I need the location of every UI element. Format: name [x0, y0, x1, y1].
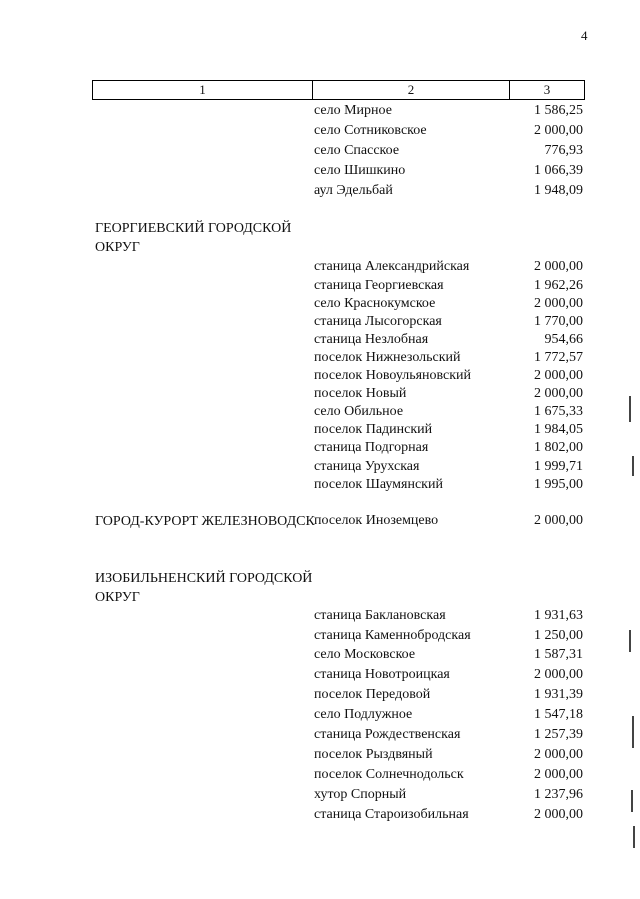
- settlement-value: 1 066,39: [534, 163, 583, 178]
- settlement-value: 1 675,33: [534, 404, 583, 419]
- header-col-3: 3: [543, 82, 551, 97]
- settlement-value: 2 000,00: [534, 259, 583, 274]
- settlement-value: 1 770,00: [534, 314, 583, 329]
- settlement-name: станица Каменнобродская: [314, 628, 471, 643]
- settlement-name: станица Староизобильная: [314, 807, 469, 822]
- header-col-2: 2: [313, 81, 510, 99]
- settlement-value: 1 931,39: [534, 687, 583, 702]
- district-name: ГОРОД-КУРОРТ ЖЕЛЕЗНОВОДСК: [95, 514, 315, 529]
- scan-mark: [629, 630, 631, 652]
- settlement-value: 2 000,00: [534, 767, 583, 782]
- settlement-value: 1 257,39: [534, 727, 583, 742]
- settlement-name: станица Георгиевская: [314, 278, 444, 293]
- settlement-value: 1 995,00: [534, 477, 583, 492]
- settlement-name: поселок Нижнезольский: [314, 350, 461, 365]
- settlement-value: 1 250,00: [534, 628, 583, 643]
- settlement-name: село Спасское: [314, 143, 400, 158]
- settlement-value: 1 237,96: [534, 787, 583, 802]
- settlement-name: поселок Солнечнодольск: [314, 767, 464, 782]
- settlement-name: поселок Рыздвяный: [314, 747, 433, 762]
- settlement-value: 1 772,57: [534, 350, 583, 365]
- scan-mark: [629, 396, 631, 422]
- settlement-name: поселок Шаумянский: [314, 477, 443, 492]
- settlement-value: 1 587,31: [534, 647, 583, 662]
- scan-mark: [631, 790, 633, 812]
- settlement-value: 1 547,18: [534, 707, 583, 722]
- settlement-value: 1 984,05: [534, 422, 583, 437]
- settlement-name: поселок Передовой: [314, 687, 431, 702]
- settlement-name: село Краснокумское: [314, 296, 436, 311]
- settlement-name: станица Баклановская: [314, 608, 446, 623]
- settlement-name: поселок Новоульяновский: [314, 368, 472, 383]
- settlement-name: поселок Новый: [314, 386, 407, 401]
- settlement-name: станица Незлобная: [314, 332, 429, 347]
- scan-mark: [633, 826, 635, 848]
- settlement-value: 1 802,00: [534, 440, 583, 455]
- settlement-name: станица Новотроицкая: [314, 667, 450, 682]
- settlement-name: станица Александрийская: [314, 259, 470, 274]
- settlement-name: поселок Иноземцево: [314, 513, 439, 528]
- district-name: ИЗОБИЛЬНЕНСКИЙ ГОРОДСКОЙ ОКРУГ: [95, 571, 313, 605]
- settlement-value: 2 000,00: [534, 386, 583, 401]
- settlement-name: хутор Спорный: [314, 787, 407, 802]
- settlement-value: 1 586,25: [534, 103, 583, 118]
- district-name: ГЕОРГИЕВСКИЙ ГОРОДСКОЙ ОКРУГ: [95, 221, 292, 255]
- settlement-value: 2 000,00: [534, 747, 583, 762]
- settlement-value: 2 000,00: [534, 667, 583, 682]
- settlement-value: 2 000,00: [534, 296, 583, 311]
- scan-mark: [632, 456, 634, 476]
- settlement-name: станица Подгорная: [314, 440, 429, 455]
- settlement-value: 2 000,00: [534, 807, 583, 822]
- header-col-1: 1: [93, 81, 313, 99]
- settlement-name: село Обильное: [314, 404, 404, 419]
- settlement-value: 1 931,63: [534, 608, 583, 623]
- settlement-name: село Московское: [314, 647, 416, 662]
- settlement-value: 2 000,00: [534, 368, 583, 383]
- page-number: 4: [581, 28, 588, 43]
- settlement-name: село Подлужное: [314, 707, 413, 722]
- settlement-value: 2 000,00: [534, 123, 583, 138]
- settlement-value: 2 000,00: [534, 513, 583, 528]
- settlement-value: 1 999,71: [534, 459, 583, 474]
- settlement-name: станица Лысогорская: [314, 314, 442, 329]
- table-header: [92, 80, 585, 100]
- settlement-value: 776,93: [544, 143, 583, 158]
- settlement-name: село Мирное: [314, 103, 392, 118]
- settlement-name: село Сотниковское: [314, 123, 427, 138]
- settlement-name: станица Рождественская: [314, 727, 461, 742]
- scan-mark: [632, 716, 634, 748]
- settlement-value: 1 962,26: [534, 278, 583, 293]
- settlement-name: станица Урухская: [314, 459, 420, 474]
- settlement-name: поселок Падинский: [314, 422, 433, 437]
- settlement-name: село Шишкино: [314, 163, 406, 178]
- settlement-name: аул Эдельбай: [314, 183, 393, 198]
- settlement-value: 954,66: [544, 332, 583, 347]
- settlement-value: 1 948,09: [534, 183, 583, 198]
